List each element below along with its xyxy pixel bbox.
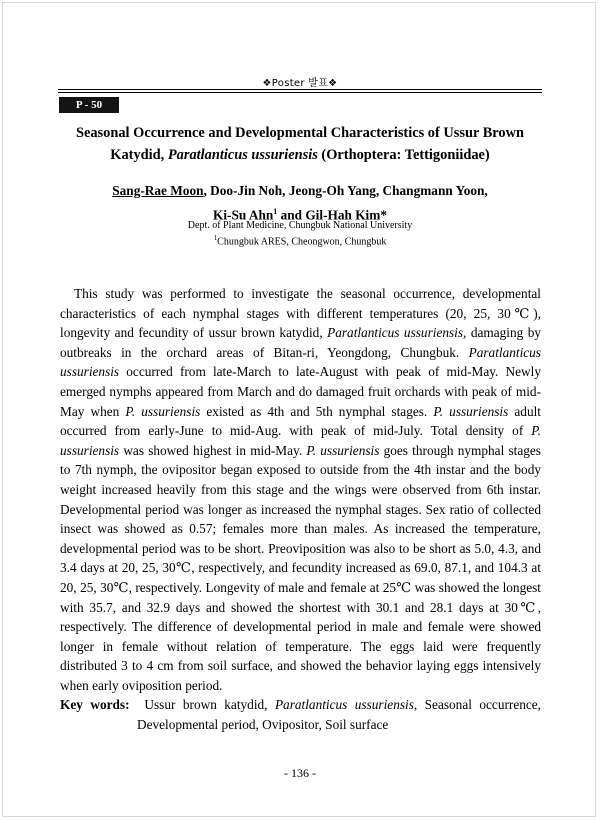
title-text: Katydid, [110,147,168,163]
title-line-2 [40,144,560,166]
abstract-text: This study was performed to investigate the seasonal occurrence, developmental characteristics of each nymphal stages with different temperatures (20, 25, 30℃), longevity and fecundity of ussur brown katydid, [60,286,541,341]
affiliation-2-text: Chungbuk ARES, Cheongwon, Chungbuk [217,236,387,248]
affiliation-mark: 1 [273,207,278,216]
abstract-text: was showed highest in mid-May. [119,442,307,458]
paper-title [40,122,560,166]
author-name: Ki-Su Ahn [213,207,274,223]
affiliation-1: Dept. of Plant Medicine, Chungbuk National University [187,220,413,231]
title-line-1: Seasonal Occurrence and Developmental Characteristics of Ussur Brown [75,125,525,141]
abstract-text: damaging by outbreaks in the orchard areas of Bitan-ri, Yeongdong, Chungbuk. [60,325,541,360]
keywords-label: Key words [60,697,126,712]
header-rule-thick [58,89,542,90]
species-name: P. ussuriensis [60,423,541,458]
title-text-end: (Orthoptera: Tettigoniidae) [317,147,490,163]
keyword: Ussur brown katydid, [144,697,275,712]
authors-line-1 [40,180,560,201]
keywords-line-1 [60,695,541,715]
keyword-species: Paratlanticus ussuriensis [274,697,414,712]
keyword: , Seasonal occurrence, [413,697,542,712]
page-number: - 136 - [284,766,316,780]
abstract-text: goes through nymphal stages to 7th nymph, the ovipositor began exposed to outside from the 4th instar and the body weight increased heavily from this stage and the wings were observed from 6th instar. Developmental period was longer as increased the nymphal stages. Sex ratio of collected insect was showed as 0.57; females more than males. As increased the temperature, developmental period was to be short. Preoviposition was also to be short as 5.0, 4.3, and 3.4 days at 20, 25, 30℃, respectively, and fecundity increased as 69.0, 87.1, and 104.3 at 20, 25, 30℃, respectively. Longevity of male and female at 25℃ was showed the longest with 35.7, and 32.9 days and showed the shortest with 30.1 and 28.1 days at 30℃, respectively. The difference of developmental period in male and female were showed longer in female without relation of temperature. The eggs laid were frequently distributed 3 to 4 cm from soil surface, and showed the behavior laying eggs intensively when early oviposition period. [60,442,541,693]
abstract-text: occurred from late-March to late-August with peak of mid-May. Newly emerged nymphs appeared from March and do damaged fruit orchards with peak of mid-May when [60,364,541,419]
species-name: Paratlanticus ussuriensis, [327,325,467,341]
keywords-colon: : [125,697,130,712]
keywords [60,695,541,734]
species-name: P. ussuriensis [125,403,201,419]
species-name: Paratlanticus ussuriensis [60,344,541,380]
coauthors: , Doo-Jin Noh, Jeong-Oh Yang, Changmann Yoon, [203,183,488,198]
species-name: P. ussuriensis [433,403,509,419]
poster-number-badge: P - 50 [59,97,119,113]
species-name: P. ussuriensis [306,442,380,458]
affiliations [40,219,560,248]
affiliation-2 [40,232,560,248]
header-rule-thin [58,92,542,93]
keywords-line-2: Developmental period, Ovipositor, Soil surface [137,716,389,732]
running-head: ❖Poster 발표❖ [262,78,338,89]
affiliation-mark: 1 [213,234,218,242]
title-species: Paratlanticus ussuriensis [167,147,318,163]
abstract-body [60,284,541,695]
abstract-text: existed as 4th and 5th nymphal stages. [200,403,434,419]
abstract-text: adult occurred from early-June to mid-Aug. with peak of mid-July. Total density of [60,403,541,439]
corresponding-author: and Gil-Hah Kim* [277,207,387,223]
presenting-author: Sang-Rae Moon [112,183,204,198]
